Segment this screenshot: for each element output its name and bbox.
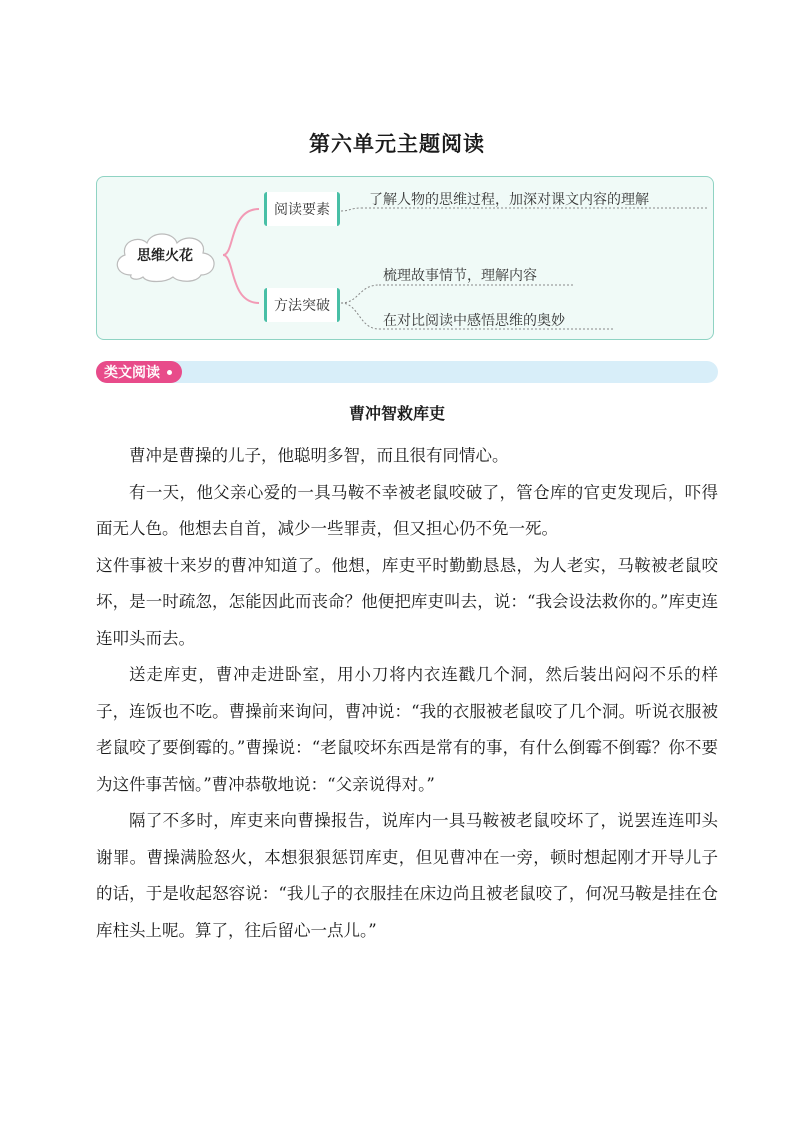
- paragraph: 曹冲是曹操的儿子，他聪明多智，而且很有同情心。: [129, 446, 509, 465]
- leaf-item: 梳理故事情节，理解内容: [383, 268, 537, 284]
- paragraph: 有一天，他父亲心爱的一具马鞍不幸被老鼠咬破了，管仓库的官吏发现后，吓得面无人色。他想去自首，减少一些罪责，但又担心仍不免一死。: [96, 482, 718, 538]
- section-tag: [96, 361, 182, 383]
- branch-method-breakthrough: 方法突破: [264, 288, 340, 322]
- leaf-item: 在对比阅读中感悟思维的奥妙: [383, 313, 565, 329]
- paragraph: 送走库吏，曹冲走进卧室，用小刀将内衣连戳几个洞，然后装出闷闷不乐的样子，连饭也不吃。曹操前来询问，曹冲说：“我的衣服被老鼠咬了几个洞。听说衣服被老鼠咬了要倒霉的。”曹操说：“老鼠咬坏东西是常有的事，有什么倒霉不倒霉？你不要为这件事苦恼。”曹冲恭敬地说：“父亲说得对。”: [96, 665, 718, 794]
- branch-reading-elements: 阅读要素: [264, 192, 340, 226]
- section-tag-label: 类文阅读: [104, 365, 160, 381]
- leaf-item: 了解人物的思维过程，加深对课文内容的理解: [369, 192, 649, 208]
- bullet-dot-icon: [167, 370, 172, 375]
- mind-map: [96, 176, 714, 340]
- paragraph: 这件事被十来岁的曹冲知道了。他想，库吏平时勤勤恳恳，为人老实，马鞍被老鼠咬坏，是一时疏忽，怎能因此而丧命？他便把库吏叫去，说：“我会设法救你的。”库吏连连叩头而去。: [96, 555, 718, 648]
- page-title: 第六单元主题阅读: [309, 132, 485, 156]
- story-body: [96, 438, 718, 949]
- paragraph: 隔了不多时，库吏来向曹操报告，说库内一具马鞍被老鼠咬坏了，说罢连连叩头谢罪。曹操满脸怒火，本想狠狠惩罚库吏，但见曹冲在一旁，顿时想起刚才开导儿子的话，于是收起怒容说：“我儿子的衣服挂在床边尚且被老鼠咬了，何况马鞍是挂在仓库柱头上呢。算了，往后留心一点儿。”: [96, 811, 718, 940]
- story-title: 曹冲智救库吏: [348, 404, 445, 423]
- mind-map-center: 思维火花: [137, 248, 193, 264]
- section-header-bar: [96, 361, 718, 383]
